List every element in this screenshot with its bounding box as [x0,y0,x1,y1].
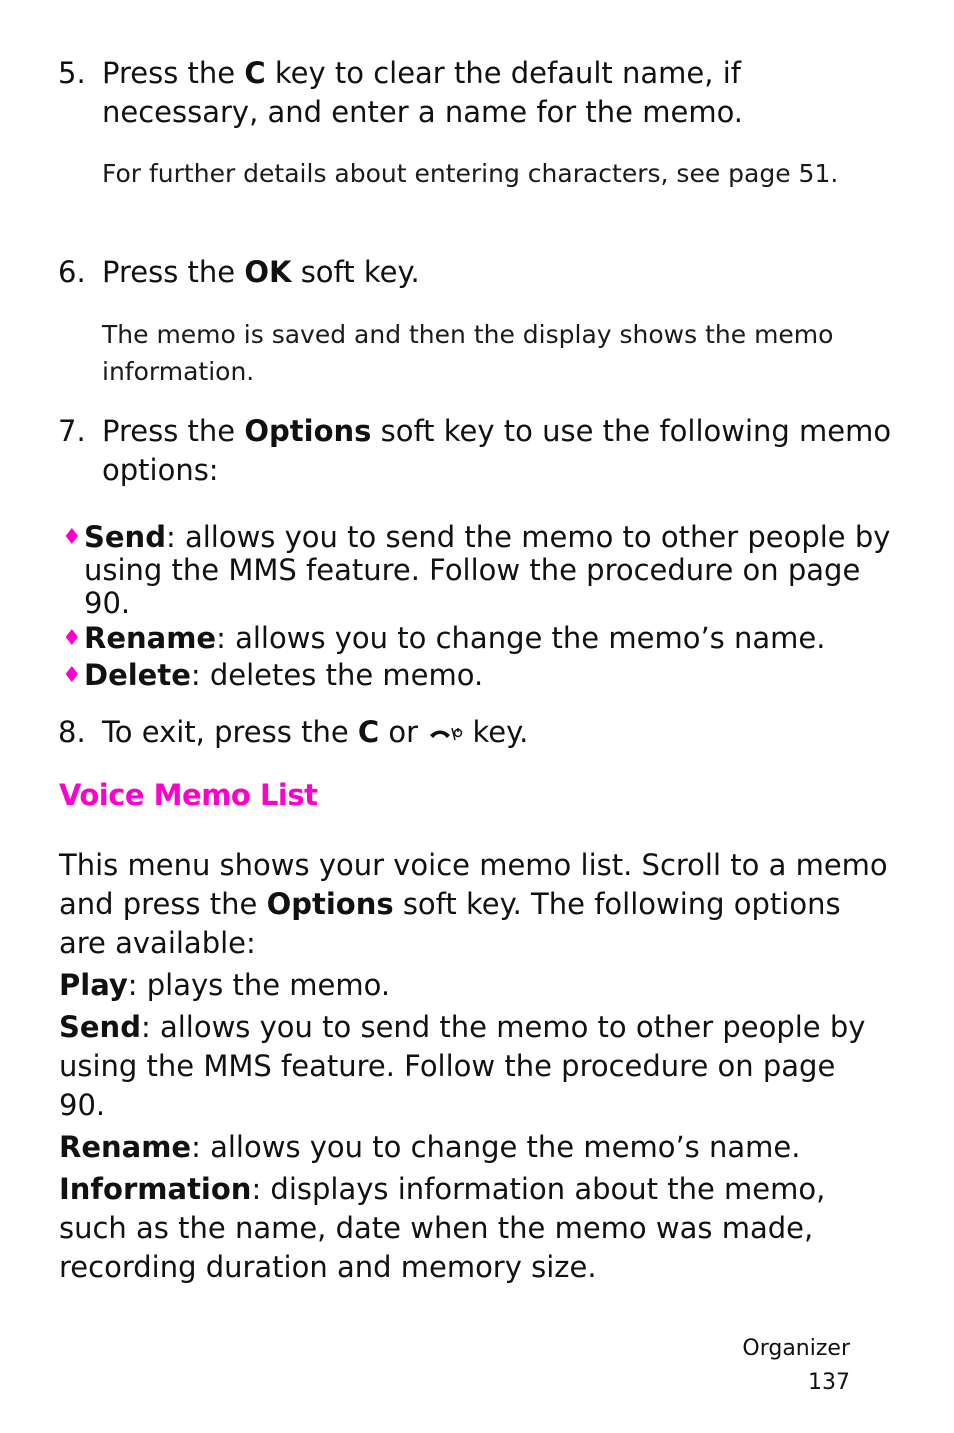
bullet-desc: : allows you to send the memo to other people by using the MMS feature. Follow the procedure on page 90. [84,520,891,620]
step-6-note: The memo is saved and then the display shows the memo information. [102,320,834,386]
key-name: C [357,715,380,749]
bullet-diamond-icon: ♦ [62,626,82,651]
option-term: Play [59,968,128,1002]
bullet-desc: : deletes the memo. [190,658,484,692]
step-text: key to clear the default name, if necessary, and enter a name for the memo. [102,56,744,129]
step-5 [58,54,898,132]
step-number: 5. [58,56,86,90]
step-number: 6. [58,255,86,289]
step-text: To exit, press the [102,715,358,749]
option-desc: : allows you to send the memo to other people by using the MMS feature. Follow the procedure on page 90. [59,1010,866,1122]
option-term: Send [59,1010,141,1044]
bullet-diamond-icon: ♦ [62,525,82,550]
step-text: soft key to use the following memo options: [102,414,892,487]
step-6 [58,253,898,292]
key-name: Options [266,887,394,921]
option-play [59,966,889,1005]
intro-text: This menu shows your voice memo list. Scroll to a memo and press the [59,848,888,921]
option-desc: : plays the memo. [127,968,391,1002]
option-desc: : displays information about the memo, such as the name, date when the memo was made, recording duration and memory size. [59,1172,826,1284]
option-term: Information [59,1172,252,1206]
key-name: Options [244,414,372,448]
step-number: 7. [58,414,86,448]
step-5-note: For further details about entering characters, see page 51. [102,159,839,188]
section-intro [59,846,889,963]
step-text: or [379,715,428,749]
chapter-name: Organizer [742,1336,850,1361]
option-term: Rename [59,1130,192,1164]
intro-text: soft key. The following options are available: [59,887,841,960]
bullet-rename [62,622,892,655]
bullet-desc: : allows you to change the memo’s name. [216,621,826,655]
bullet-term: Send [84,520,166,554]
step-number: 8. [58,715,86,749]
option-information [59,1170,889,1287]
key-name: C [244,56,266,90]
option-send [59,1008,889,1125]
option-desc: : allows you to change the memo’s name. [191,1130,801,1164]
step-text: soft key. [291,255,420,289]
option-rename [59,1128,889,1167]
step-text: key. [463,715,529,749]
page-footer [742,1332,850,1400]
bullet-diamond-icon: ♦ [62,663,82,688]
section-heading: Voice Memo List [59,778,318,812]
bullet-term: Delete [84,658,191,692]
end-key-icon [427,715,463,754]
step-8 [58,713,898,754]
step-text: Press the [102,56,245,90]
step-7 [58,412,898,490]
step-text: Press the [102,414,245,448]
bullet-delete [62,659,892,692]
bullet-term: Rename [84,621,217,655]
page-number: 137 [808,1370,850,1395]
bullet-send [62,521,892,620]
key-name: OK [244,255,292,289]
step-text: Press the [102,255,245,289]
